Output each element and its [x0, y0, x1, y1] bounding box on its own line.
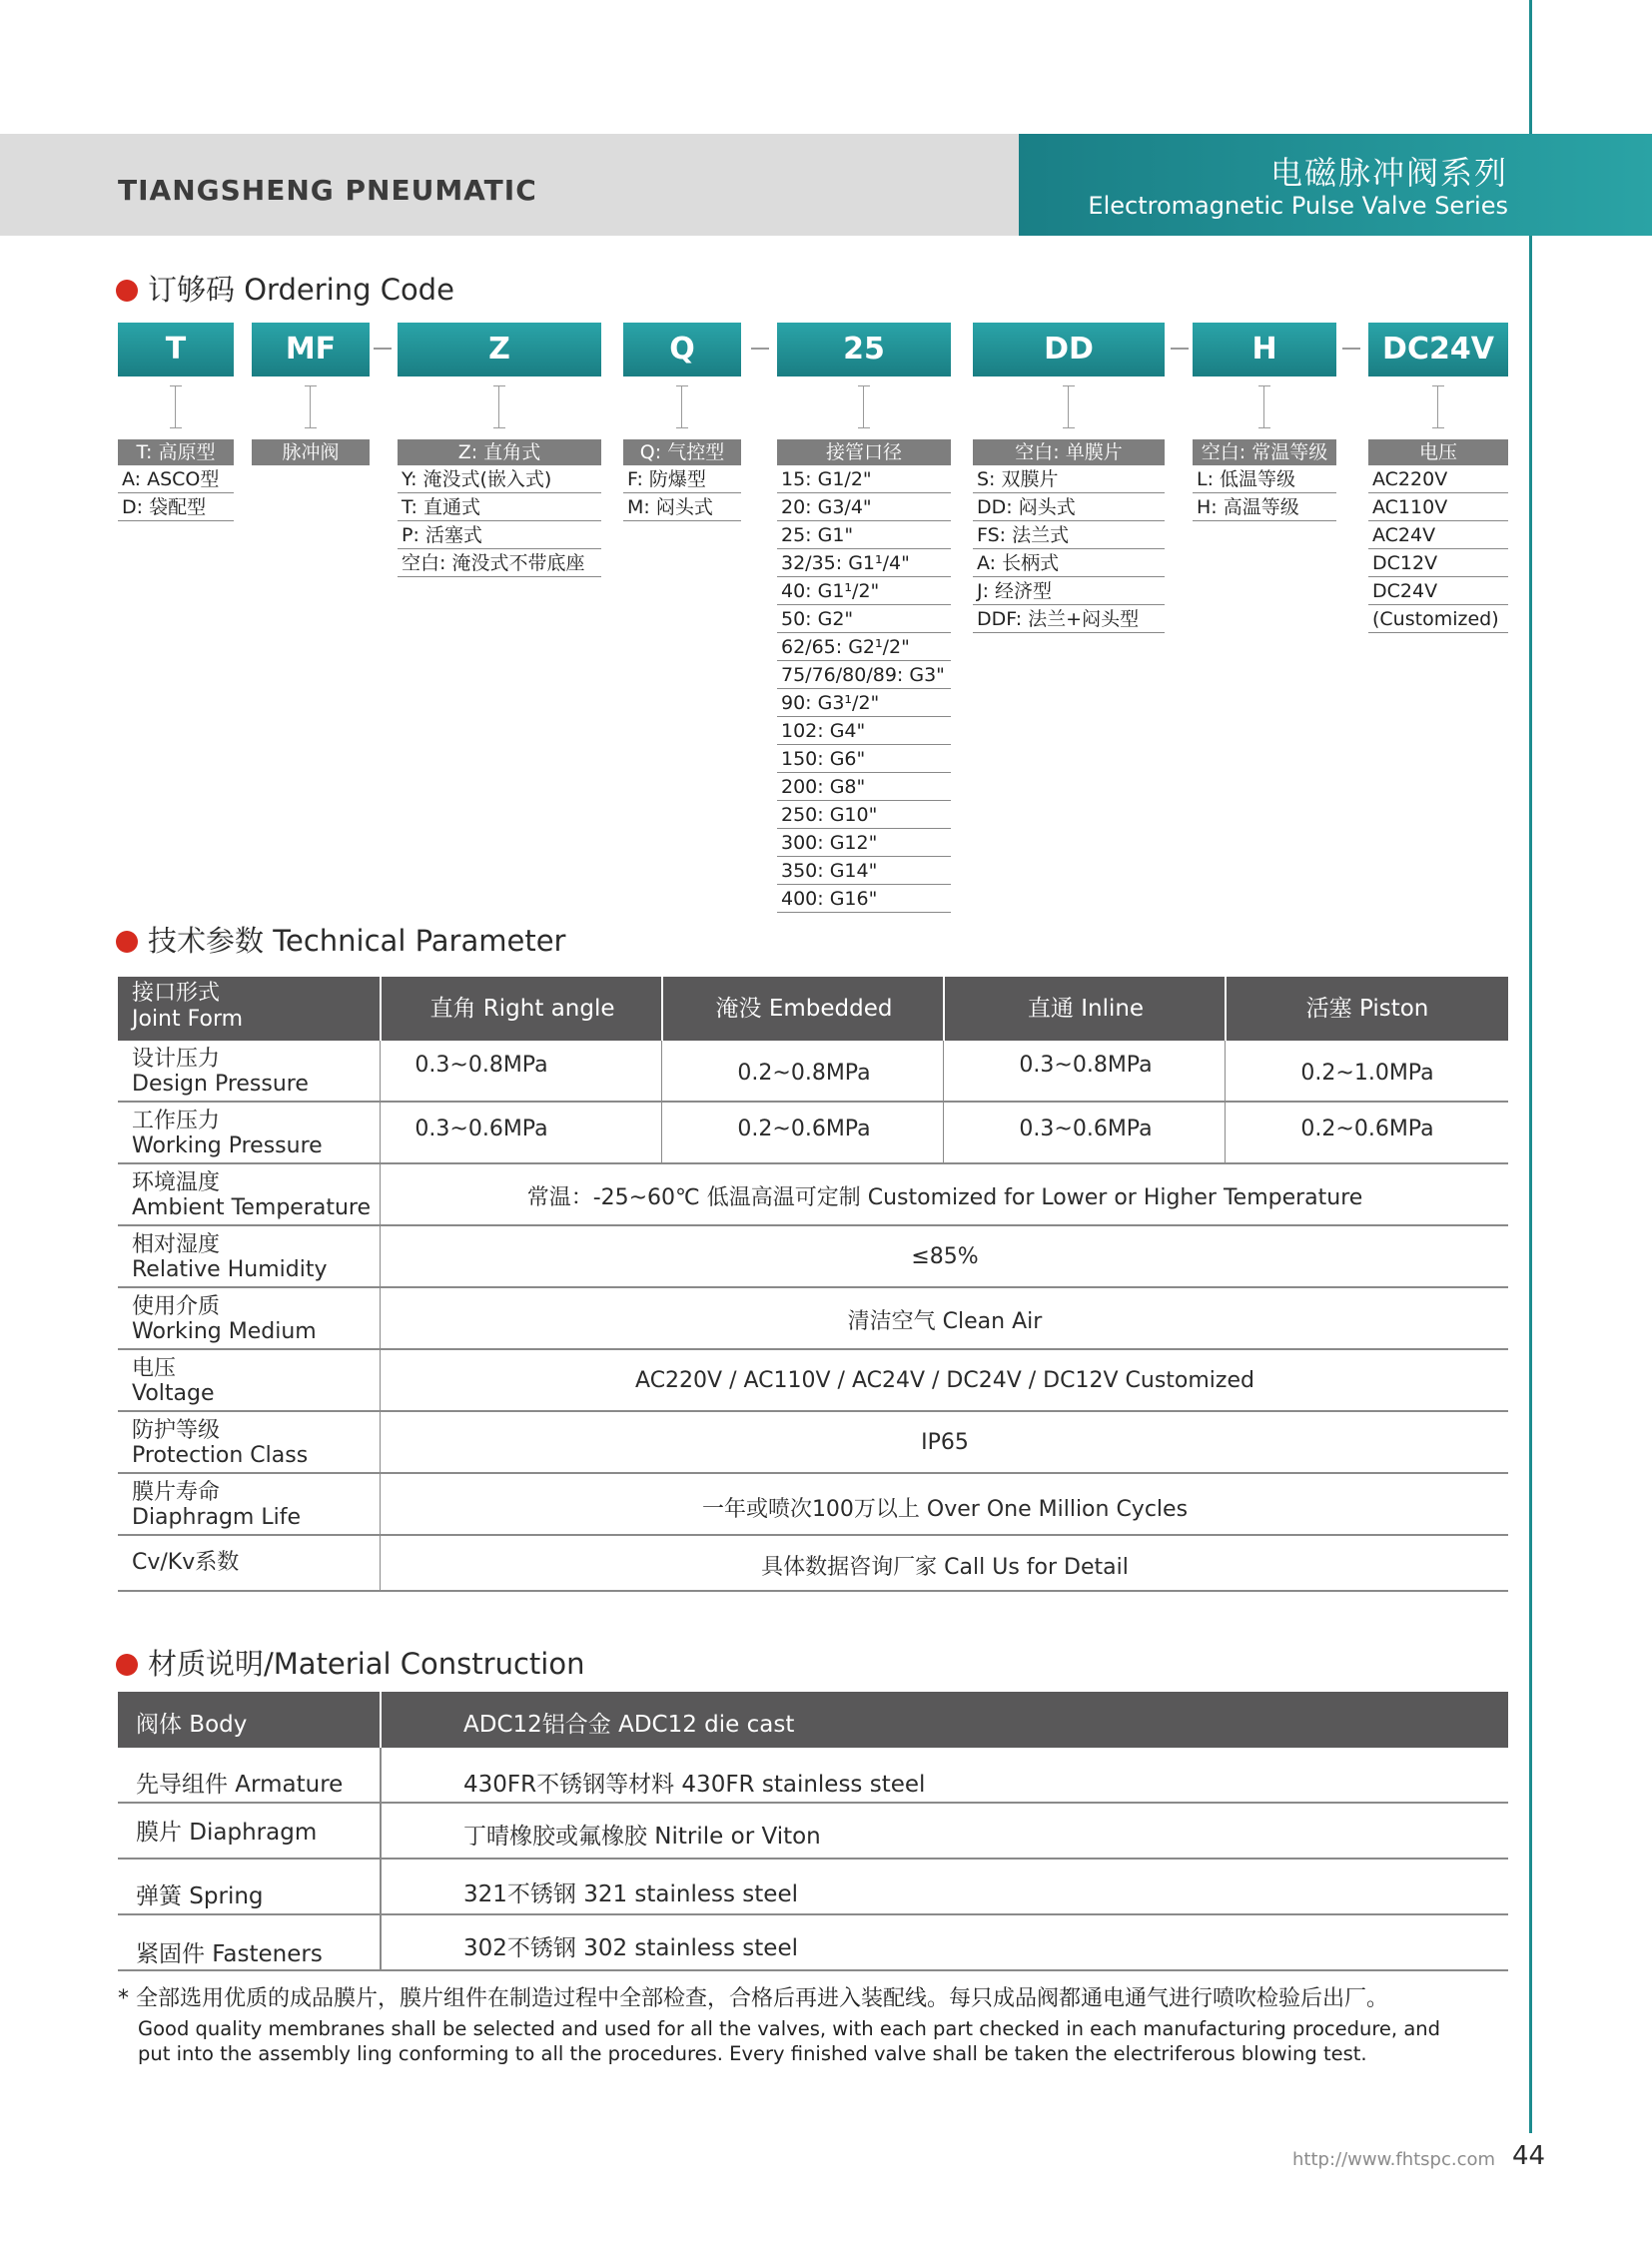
material-value: 丁晴橡胶或氟橡胶 Nitrile or Viton — [463, 1824, 821, 1850]
option-column-header: Q: 气控型 — [623, 439, 741, 465]
code-connector — [493, 381, 505, 431]
material-label: 膜片 Diaphragm — [136, 1820, 318, 1846]
option-item: 25: G1" — [777, 521, 951, 549]
quality-note-cn: * 全部选用优质的成品膜片，膜片组件在制造过程中全部检查，合格后再进入装配线。每只成品阀都通电通气进行喷吹检验后出厂。 — [118, 1986, 1388, 2011]
option-item: DC24V — [1368, 577, 1508, 605]
option-item: 300: G12" — [777, 829, 951, 857]
row-label: 设计压力 Design Pressure — [132, 1047, 309, 1097]
material-table — [118, 1692, 1508, 1971]
option-item: 32/35: G1¹/4" — [777, 549, 951, 577]
design-pressure-right-angle: 0.3~0.8MPa — [414, 1053, 548, 1078]
type-piston: 活塞 Piston — [1305, 996, 1429, 1022]
option-item: S: 双膜片 — [973, 465, 1165, 493]
code-connector — [305, 381, 317, 431]
row-label: 相对湿度 Relative Humidity — [132, 1232, 328, 1282]
header-left-band — [0, 134, 1019, 236]
table-row — [118, 1804, 1508, 1860]
quality-note-en-2: put into the assembly ling conforming to all the procedures. Every finished valve shall be taken the electriferous blowing test. — [138, 2042, 1367, 2065]
code-box-z: Z — [398, 323, 601, 376]
code-connector — [676, 381, 688, 431]
technical-parameter-title: 技术参数 Technical Parameter — [116, 919, 565, 960]
option-item: 62/65: G2¹/2" — [777, 633, 951, 661]
technical-parameter-table — [118, 977, 1508, 1592]
option-item: H: 高温等级 — [1193, 493, 1336, 521]
option-item: DDF: 法兰+闷头型 — [973, 605, 1165, 633]
material-label: 先导组件 Armature — [136, 1772, 344, 1798]
option-column-pulse — [252, 439, 370, 465]
option-column-temperature — [1193, 439, 1336, 521]
design-pressure-piston: 0.2~1.0MPa — [1300, 1061, 1434, 1086]
row-label: 环境温度 Ambient Temperature — [132, 1170, 372, 1220]
option-column-diaphragm — [973, 439, 1165, 633]
table-row — [118, 1288, 1508, 1350]
option-item: M: 闷头式 — [623, 493, 741, 521]
working-medium-value: 清洁空气 Clean Air — [847, 1309, 1043, 1334]
quality-note-en-1: Good quality membranes shall be selected and used for all the valves, with each part checked in each manufacturing procedure, and — [138, 2017, 1441, 2040]
option-item: P: 活塞式 — [398, 521, 601, 549]
option-item: (Customized) — [1368, 605, 1508, 633]
ambient-temperature-value: 常温：-25~60℃ 低温高温可定制 Customized for Lower or Higher Temperature — [526, 1185, 1363, 1210]
diaphragm-life-value: 一年或喷次100万以上 Over One Million Cycles — [701, 1497, 1189, 1522]
option-item: 40: G1¹/2" — [777, 577, 951, 605]
material-value: 302不锈钢 302 stainless steel — [463, 1935, 798, 1961]
option-item: D: 袋配型 — [118, 493, 234, 521]
table-row — [118, 1226, 1508, 1288]
type-embedded: 淹没 Embedded — [715, 996, 893, 1022]
table-row — [118, 1041, 1508, 1103]
option-item: A: ASCO型 — [118, 465, 234, 493]
row-label: 电压 Voltage — [132, 1356, 215, 1406]
table-row — [118, 1103, 1508, 1164]
material-header-row — [118, 1692, 1508, 1748]
option-item: DC12V — [1368, 549, 1508, 577]
table-row — [118, 1350, 1508, 1412]
option-item: T: 直通式 — [398, 493, 601, 521]
row-label: 使用介质 Working Medium — [132, 1294, 317, 1344]
option-item: 102: G4" — [777, 717, 951, 745]
relative-humidity-value: ≤85% — [911, 1244, 979, 1269]
table-row — [118, 1412, 1508, 1474]
table-header-row — [118, 977, 1508, 1041]
option-item: 75/76/80/89: G3" — [777, 661, 951, 689]
code-dash — [1342, 348, 1360, 350]
material-label: 紧固件 Fasteners — [136, 1941, 323, 1967]
table-row — [118, 1860, 1508, 1915]
table-row — [118, 1164, 1508, 1226]
row-label: Cv/Kv系数 — [132, 1550, 240, 1575]
type-right-angle: 直角 Right angle — [429, 996, 615, 1022]
option-item: 50: G2" — [777, 605, 951, 633]
design-pressure-embedded: 0.2~0.8MPa — [737, 1061, 871, 1086]
right-margin-rule — [1529, 0, 1532, 2133]
bullet-dot-icon — [116, 931, 138, 953]
material-value: 321不锈钢 321 stainless steel — [463, 1881, 798, 1907]
code-connector — [1432, 381, 1444, 431]
option-item: 150: G6" — [777, 745, 951, 773]
code-box-dd: DD — [973, 323, 1165, 376]
page-number: 44 — [1512, 2141, 1546, 2171]
option-item: FS: 法兰式 — [973, 521, 1165, 549]
brand-name: TIANGSHENG PNEUMATIC — [118, 174, 537, 207]
material-value: 430FR不锈钢等材料 430FR stainless steel — [463, 1772, 926, 1798]
option-column-header: 接管口径 — [777, 439, 951, 465]
material-label: 阀体 Body — [136, 1712, 248, 1738]
working-pressure-right-angle: 0.3~0.6MPa — [414, 1117, 548, 1141]
series-title-cn: 电磁脉冲阀系列 — [1269, 154, 1508, 192]
option-item: L: 低温等级 — [1193, 465, 1336, 493]
code-box-25: 25 — [777, 323, 951, 376]
row-label: 防护等级 Protection Class — [132, 1418, 309, 1468]
option-item: AC24V — [1368, 521, 1508, 549]
option-column-type — [398, 439, 601, 577]
cv-value: 具体数据咨询厂家 Call Us for Detail — [761, 1555, 1129, 1580]
code-box-q: Q — [623, 323, 741, 376]
working-pressure-embedded: 0.2~0.6MPa — [737, 1117, 871, 1141]
footer-url-link[interactable]: http://www.fhtspc.com — [1292, 2149, 1496, 2170]
option-column-header: 空白: 单膜片 — [973, 439, 1165, 465]
table-row — [118, 1915, 1508, 1971]
code-connector — [170, 381, 182, 431]
option-column-header: T: 高原型 — [118, 439, 234, 465]
option-item: 15: G1/2" — [777, 465, 951, 493]
option-item: F: 防爆型 — [623, 465, 741, 493]
table-row — [118, 1536, 1508, 1592]
header-right-band — [1019, 134, 1652, 236]
bullet-dot-icon — [116, 1654, 138, 1676]
option-item: 400: G16" — [777, 885, 951, 913]
option-item: AC220V — [1368, 465, 1508, 493]
option-item: DD: 闷头式 — [973, 493, 1165, 521]
option-item: AC110V — [1368, 493, 1508, 521]
table-row — [118, 1748, 1508, 1804]
working-pressure-inline: 0.3~0.6MPa — [1019, 1117, 1153, 1141]
row-label: 膜片寿命 Diaphragm Life — [132, 1480, 302, 1530]
bullet-dot-icon — [116, 280, 138, 302]
option-item: J: 经济型 — [973, 577, 1165, 605]
joint-form-label: 接口形式 Joint Form — [132, 981, 244, 1032]
option-column-header: 空白: 常温等级 — [1193, 439, 1336, 465]
option-column-header: 电压 — [1368, 439, 1508, 465]
material-construction-title: 材质说明/Material Construction — [116, 1642, 584, 1683]
option-column-header: 脉冲阀 — [252, 439, 370, 465]
code-connector — [858, 381, 870, 431]
option-column-model — [118, 439, 234, 521]
series-title-en: Electromagnetic Pulse Valve Series — [1088, 192, 1508, 220]
code-dash — [374, 348, 392, 350]
table-row — [118, 1474, 1508, 1536]
material-label: 弹簧 Spring — [136, 1883, 264, 1909]
code-box-mf: MF — [252, 323, 370, 376]
voltage-value: AC220V / AC110V / AC24V / DC24V / DC12V Customized — [635, 1368, 1254, 1393]
code-connector — [1258, 381, 1270, 431]
code-dash — [1171, 348, 1189, 350]
option-column-header: Z: 直角式 — [398, 439, 601, 465]
code-box-dc24v: DC24V — [1368, 323, 1508, 376]
code-dash — [751, 348, 769, 350]
option-column-voltage — [1368, 439, 1508, 633]
option-column-control — [623, 439, 741, 521]
option-item: A: 长柄式 — [973, 549, 1165, 577]
working-pressure-piston: 0.2~0.6MPa — [1300, 1117, 1434, 1141]
option-item: Y: 淹没式(嵌入式) — [398, 465, 601, 493]
protection-class-value: IP65 — [921, 1430, 969, 1455]
option-item: 250: G10" — [777, 801, 951, 829]
ordering-code-title: 订够码 Ordering Code — [116, 268, 454, 309]
type-inline: 直通 Inline — [1027, 996, 1145, 1022]
material-value: ADC12铝合金 ADC12 die cast — [463, 1712, 795, 1738]
option-item: 90: G3¹/2" — [777, 689, 951, 717]
quality-note — [118, 1981, 1516, 2066]
code-box-t: T — [118, 323, 234, 376]
code-connector — [1063, 381, 1075, 431]
code-box-h: H — [1193, 323, 1336, 376]
row-label: 工作压力 Working Pressure — [132, 1109, 323, 1158]
design-pressure-inline: 0.3~0.8MPa — [1019, 1053, 1153, 1078]
option-item: 20: G3/4" — [777, 493, 951, 521]
option-column-port-size — [777, 439, 951, 913]
option-item: 200: G8" — [777, 773, 951, 801]
option-item: 空白: 淹没式不带底座 — [398, 549, 601, 577]
option-item: 350: G14" — [777, 857, 951, 885]
